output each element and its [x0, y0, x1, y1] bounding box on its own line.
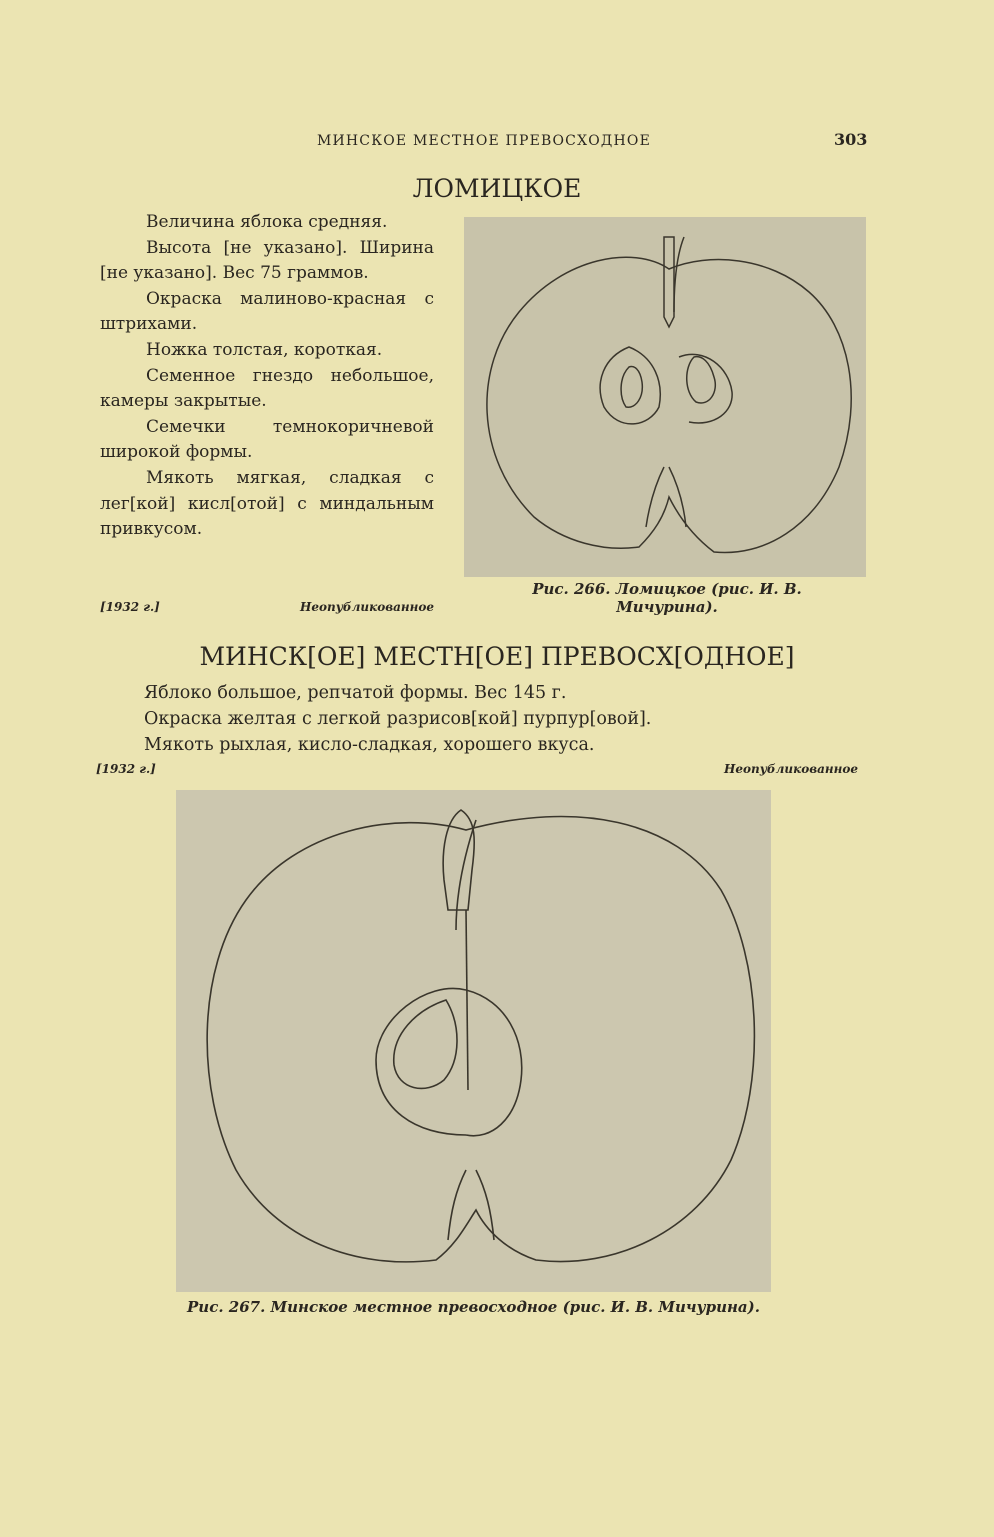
page-number: 303 — [834, 130, 868, 149]
description-paragraph: Окраска желтая с легкой разрисов[кой] пурпур[овой]. — [144, 709, 652, 729]
variety-description-lomitskoe — [100, 210, 434, 543]
figure-266-apple-drawing — [464, 217, 866, 577]
description-paragraph: Ножка толстая, короткая. — [146, 339, 383, 360]
variety-title-lomitskoe: ЛОМИЦКОЕ — [412, 174, 582, 203]
figure-caption-267: Рис. 267. Минское местное превосходное (рис. И. В. Мичурина). — [187, 1298, 760, 1316]
description-paragraph: Высота [не указано]. Ширина [не указано]. Вес 75 граммов. — [100, 237, 434, 284]
running-head: МИНСКОЕ МЕСТНОЕ ПРЕВОСХОДНОЕ — [316, 133, 652, 149]
description-paragraph: Семенное гнездо небольшое, камеры закрытые. — [100, 365, 434, 412]
description-paragraph: Яблоко большое, репчатой формы. Вес 145 г. — [144, 683, 567, 703]
figure-caption-266: Рис. 266. Ломицкое (рис. И. В. Мичурина). — [532, 580, 802, 616]
apple-cross-section-drawing — [464, 217, 866, 577]
variety-title-minskoe: МИНСК[ОЕ] МЕСТН[ОЕ] ПРЕВОСХ[ОДНОЕ] — [199, 642, 795, 671]
description-paragraph: Окраска малиново-красная с штрихами. — [100, 288, 434, 335]
publication-status: Неопубликованное — [724, 762, 858, 776]
variety-footer-lomitskoe — [100, 600, 434, 614]
publication-status: Неопубликованное — [300, 600, 434, 614]
variety-description-minskoe — [100, 680, 860, 758]
year-note: [1932 г.] — [96, 762, 156, 776]
description-paragraph: Мякоть мягкая, сладкая с лег[кой] кисл[отой] с миндальным привкусом. — [100, 467, 434, 540]
description-paragraph: Семечки темнокоричневой широкой формы. — [100, 416, 434, 463]
description-paragraph: Величина яблока средняя. — [146, 212, 388, 232]
apple-cross-section-drawing — [176, 790, 771, 1292]
figure-267-apple-drawing — [176, 790, 771, 1292]
variety-footer-minskoe — [96, 762, 858, 776]
description-paragraph: Мякоть рыхлая, кисло-сладкая, хорошего вкуса. — [144, 735, 595, 755]
year-note: [1932 г.] — [100, 600, 160, 614]
